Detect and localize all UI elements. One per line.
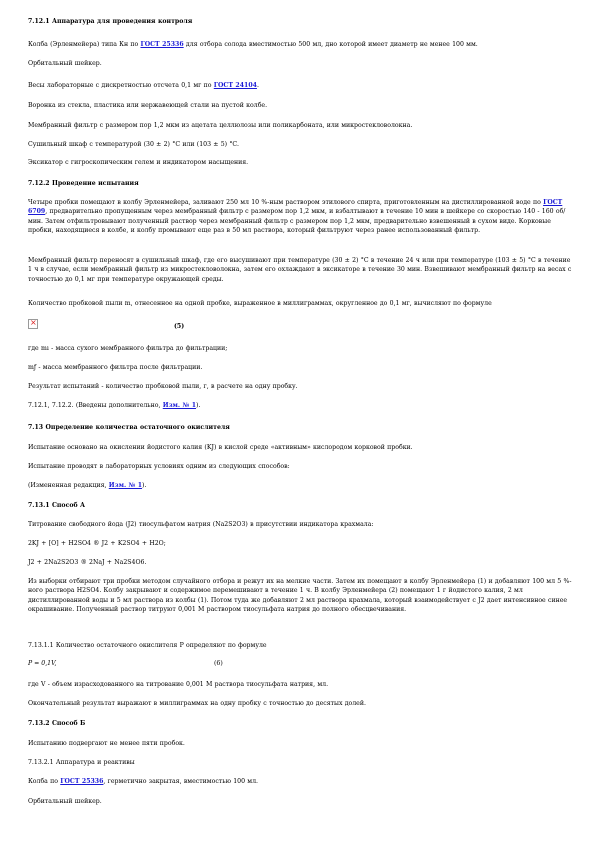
text: (Измененная редакция, [28,482,109,489]
paragraph-mf-definition: mƒ - масса мембранного фильтра после фильтрации. [28,364,203,371]
paragraph-result: Результат испытаний - количество пробковой пыли, г, в расчете на одну пробку. [28,383,298,390]
paragraph-flask-2 [28,777,572,786]
text: Колба по [28,778,61,785]
paragraph-desiccator: Эксикатор с гигроскопическим гелем и индикатором насыщения. [28,159,249,166]
paragraph-titration: Титрование свободного йода (J2) тиосульфатом натрия (Na2S2O3) в присутствии индикатора крахмала: [28,521,374,528]
text: ). [196,402,201,409]
paragraph-principle: Испытание основано на окислении йодистого калия (KJ) в кислой среде «активным» кислородом корковой пробки. [28,444,413,451]
amendment-link-2[interactable]: Изм. № 1 [108,482,143,489]
text: ). [142,482,147,489]
paragraph-713-1-1: 7.13.1.1 Количество остаточного окислителя P определяют по формуле [28,642,267,649]
paragraph-sample-prep: Из выборки отбирают три пробки методом случайного отбора и режут их на мелкие части. Затем их помещают в колбу Эрленмейера (1) и добавляют 100 мл 5 %-ного раствора H2SO4. Колбу закрывают и содержимое перемешивают в течение 1 ч. В колбу Эрленмейера (2) помещают 1 г йодистого калия, 2 мл дистиллированной воды и 5 мл раствора из колбы (1). Потом туда же добавляют 2 мл раствора крахмала, который взаимодействует с J2 дает интенсивное синее окрашивание. Полученный раствор титруют 0,001 М раствором тиосульфата натрия до полного обесцвечивания. [28,578,572,613]
section-heading-7-12-2: 7.12.2 Проведение испытания [28,180,139,187]
paragraph-final-result: Окончательный результат выражают в миллиграммах на одну пробку с точностью до десятых долей. [28,700,366,707]
section-heading-7-13-1: 7.13.1 Способ А [28,502,86,509]
paragraph-funnel: Воронка из стекла, пластика или нержавеющей стали на пустой колбе. [28,102,268,109]
paragraph-five-corks: Испытанию подвергают не менее пяти пробок. [28,740,185,747]
section-heading-7-13-2-1: 7.13.2.1 Аппаратура и реактивы [28,759,135,766]
gost-link-24104[interactable]: ГОСТ 24104 [213,82,257,89]
equation-number-5: (5) [174,323,185,330]
paragraph-m1-definition: где mı - масса сухого мембранного фильтра до фильтрации; [28,345,228,352]
paragraph-drying: Мембранный фильтр переносят в сушильный шкаф, где его высушивают при температуре (30 ± 2) °C в течение 24 ч или при температуре (103 ± 5) °C в течение 1 ч в случае, если мембранный фильтр из микростекловолокна, затем его охлаждают в эксикаторе в течение 30 мин. Взвешивают мембранный фильтр на весах с точностью до 0,1 мг при температуре окружающей среды. [28,257,572,283]
amendment-link-1[interactable]: Изм. № 1 [162,402,197,409]
text: , герметично закрытая, вместимостью 100 мл. [103,778,259,785]
equation-number-6: (6) [214,660,223,667]
section-heading-7-12-1: 7.12.1 Аппаратура для проведения контроля [28,18,193,25]
equation-b: J2 + 2Na2S2O3 ® 2NaJ + Na2S4O6. [28,559,147,566]
text: для отбора солода вместимостью 500 мл, дно которой имеет диаметр не менее 100 мм. [183,41,478,48]
paragraph-oven: Сушильный шкаф с температурой (30 ± 2) °C или (103 ± 5) °C. [28,141,239,148]
paragraph-formula-intro: Количество пробковой пыли m, отнесенное на одной пробке, выраженное в миллиграммах, округленное до 0,1 мг, вычисляют по формуле [28,300,492,307]
gost-link-25336[interactable]: ГОСТ 25336 [140,41,184,48]
paragraph-shaker: Орбитальный шейкер. [28,60,102,67]
paragraph-filter: Мембранный фильтр с размером пор 1,2 мкм из ацетата целлюлозы или поликарбоната, или микростекловолокна. [28,122,413,129]
paragraph-methods: Испытание проводят в лабораторных условиях одним из следующих способов: [28,463,290,470]
equation-6: P = 0,1V, [28,660,57,667]
paragraph-flask [28,40,572,49]
text: Весы лабораторные с дискретностью отсчета 0,1 мг по [28,82,214,89]
section-heading-7-13-2: 7.13.2 Способ Б [28,720,86,727]
text: . [256,82,259,89]
text: 7.12.1, 7.12.2. (Введены дополнительно, [28,402,163,409]
paragraph-test-procedure [28,198,572,235]
gost-link-6709[interactable]: ГОСТ 6709 [28,199,563,216]
text: Четыре пробки помещают в колбу Эрленмейера, заливают 250 мл 10 %-ным раствором этилового спирта, приготовленным на дистиллированной воде по [28,199,544,206]
paragraph-amendment-2 [28,481,572,490]
equation-a: 2KJ + [O] + H2SO4 ® J2 + K2SO4 + H2O; [28,540,166,547]
paragraph-scales [28,81,572,90]
paragraph-shaker-2: Орбитальный шейкер. [28,798,102,805]
section-heading-7-13: 7.13 Определение количества остаточного окислителя [28,424,230,431]
paragraph-amendment-1 [28,401,572,410]
text: Колба (Эрленмейера) типа Кн по [28,41,141,48]
paragraph-v-definition: где V - объем израсходованного на титрование 0,001 М раствора тиосульфата натрия, мл. [28,681,329,688]
formula-image-placeholder [28,319,38,329]
text: , предварительно пропущенным через мембранный фильтр с размером пор 1,2 мкм, и взбалтывают в течение 10 мин в шейкере со скоростью 140 - 160 об/мин. Затем отфильтровывают полученный раствор через мембранный фильтр с размером пор 1,2 мкм, предварительно взвешенный в сухом виде. Корковые пробки, находящиеся в колбе, и колбу промывают еще раз в 50 мл раствора, который фильтруют через ранее использованный фильтр. [28,208,566,234]
gost-link-25336-2[interactable]: ГОСТ 25336 [60,778,104,785]
